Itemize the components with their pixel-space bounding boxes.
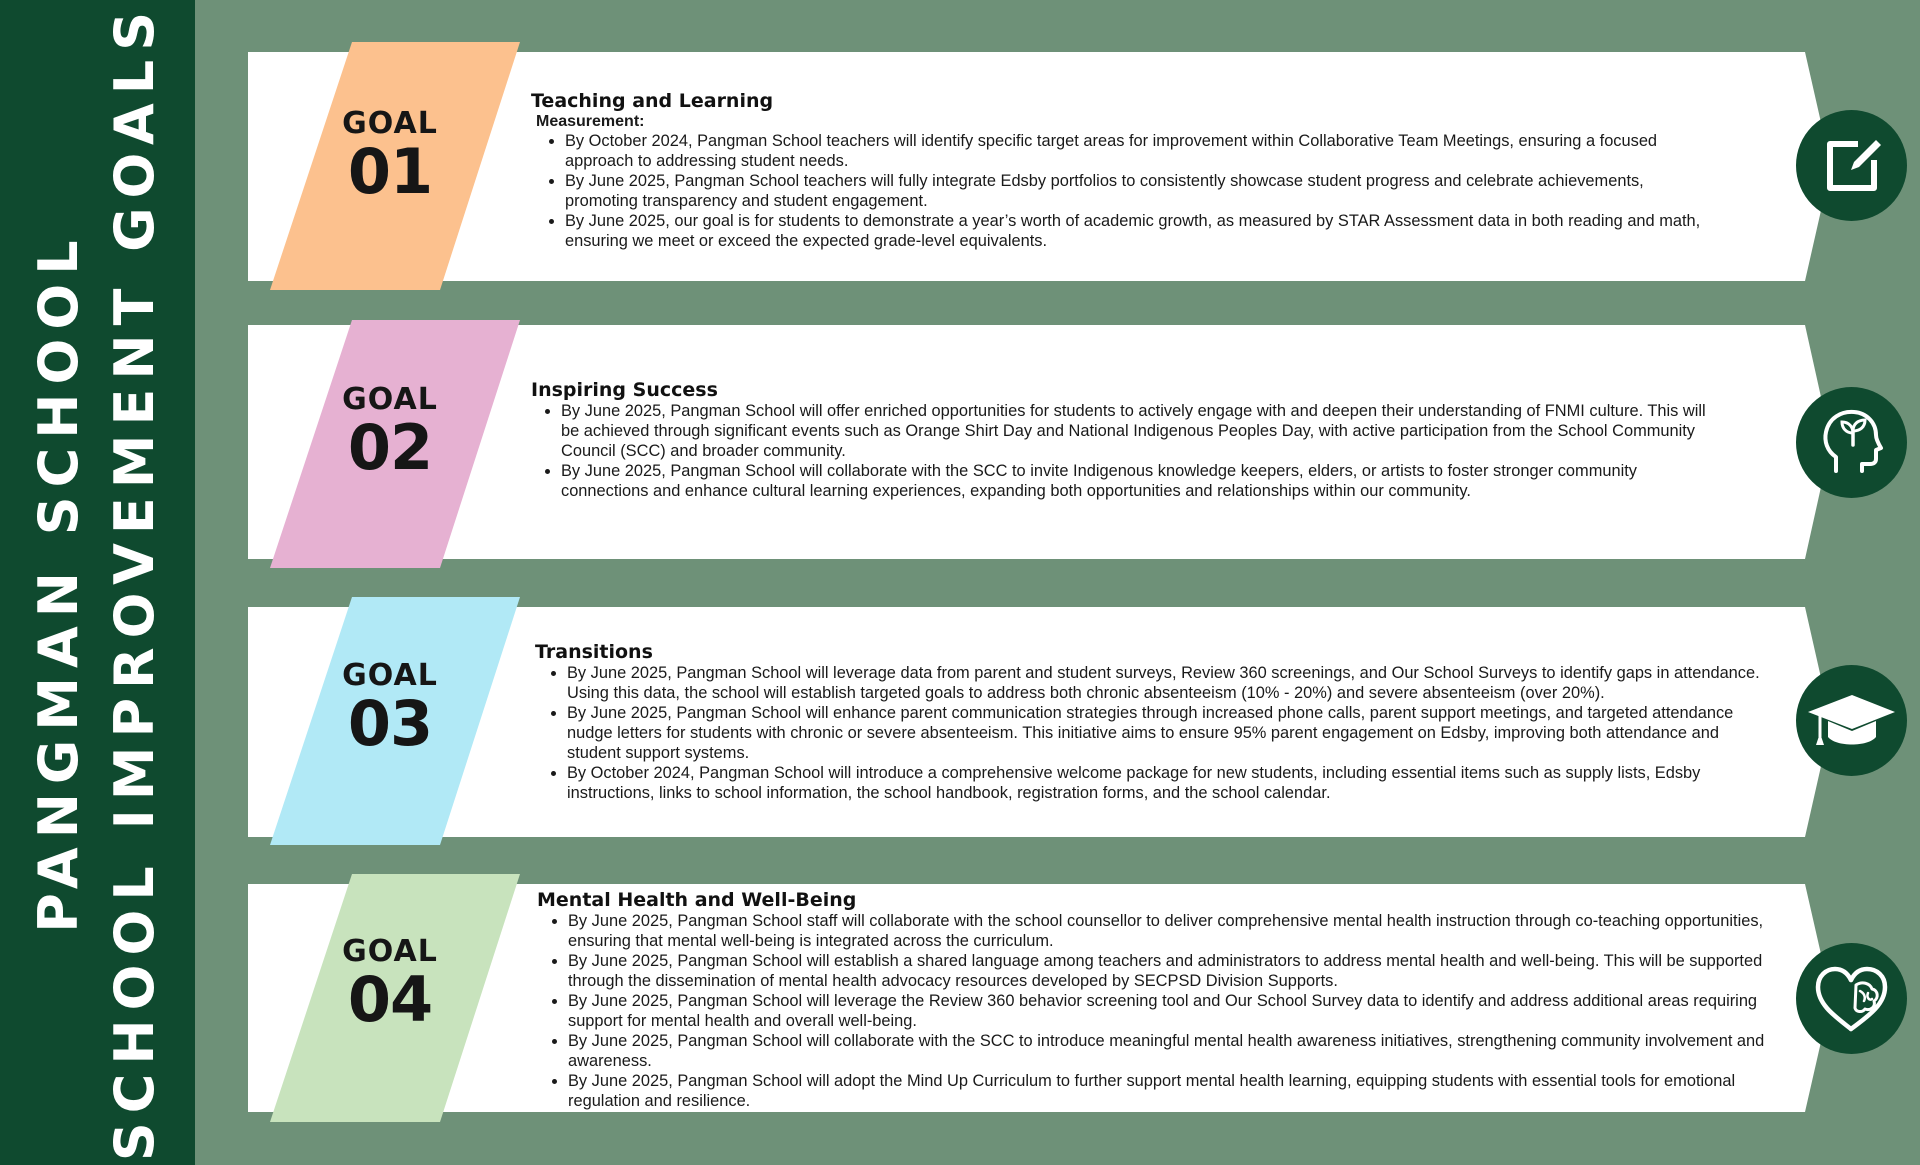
- title-line-goals: SCHOOL IMPROVEMENT GOALS: [103, 2, 166, 1162]
- list-item: • By June 2025, Pangman School staff will collaborate with the school counsellor to deliver comprehensive mental health instruction through co-teaching opportunities, ensuring that mental well-being is integrated across the curriculum.: [568, 911, 1770, 951]
- goal-content-4: [537, 889, 1770, 1111]
- list-item: • By October 2024, Pangman School will introduce a comprehensive welcome package for new students, including essential items such as supply lists, Edsby instructions, links to school information, the school handbook, registration forms, and the school calendar.: [567, 763, 1802, 803]
- list-item: • By June 2025, Pangman School will enhance parent communication strategies through increased phone calls, parent support meetings, and targeted attendance nudge letters for students with chronic or severe absenteeism. This initiative aims to ensure 95% parent engagement on Edsby, improving both attendance and student support systems.: [567, 703, 1802, 763]
- goal-word: GOAL: [342, 658, 438, 693]
- list-item: • By June 2025, Pangman School will establish a shared language among teachers and administrators to address mental health and well-being. This will be supported through the dissemination of mental health advocacy resources developed by SECPSD Division Supports.: [568, 951, 1770, 991]
- goal-title: Inspiring Success: [531, 379, 718, 401]
- goal-number: 03: [347, 687, 433, 760]
- goal-content-1: [531, 90, 1720, 251]
- goal-badge-3: [270, 597, 520, 845]
- goal-content-3: [535, 641, 1802, 803]
- goal-title: Mental Health and Well-Being: [537, 889, 857, 911]
- goal-word: GOAL: [342, 106, 438, 141]
- list-item: • By June 2025, Pangman School will collaborate with the SCC to invite Indigenous knowledge keepers, elders, or artists to foster stronger community connections and enhance cultural learning experiences, expanding both opportunities and relationships within our community.: [561, 461, 1720, 501]
- list-item: • By June 2025, Pangman School will leverage the Review 360 behavior screening tool and Our School Survey data to identify and address additional areas requiring support for mental health and overall well-being.: [568, 991, 1770, 1031]
- list-item: • By June 2025, Pangman School teachers will fully integrate Edsby portfolios to consistently showcase student progress and celebrate achievements, promoting transparency and student engagement.: [565, 171, 1720, 211]
- list-item: • By June 2025, our goal is for students to demonstrate a year’s worth of academic growth, as measured by STAR Assessment data in both reading and math, ensuring we meet or exceed the expected grade-level equivalents.: [565, 211, 1720, 251]
- goal-number: 01: [347, 135, 433, 208]
- list-item: • By October 2024, Pangman School teachers will identify specific target areas for improvement within Collaborative Team Meetings, ensuring a focused approach to addressing student needs.: [565, 131, 1720, 171]
- measurement-label: Measurement:: [536, 113, 645, 130]
- goal-badge-1: [270, 42, 520, 290]
- heart-brain-icon: [1796, 943, 1907, 1054]
- list-item: • By June 2025, Pangman School will offer enriched opportunities for students to actively engage with and deepen their understanding of FNMI culture. This will be achieved through significant events such as Orange Shirt Day and National Indigenous Peoples Day, with active participation from the School Community Council (SCC) and broader community.: [561, 401, 1720, 461]
- goal-title: Teaching and Learning: [531, 90, 774, 112]
- goal-badge-4: [270, 874, 520, 1122]
- list-item: • By June 2025, Pangman School will adopt the Mind Up Curriculum to further support mental health learning, equipping students with essential tools for emotional regulation and resilience.: [568, 1071, 1770, 1111]
- list-item: • By June 2025, Pangman School will leverage data from parent and student surveys, Review 360 screenings, and Our School Surveys to identify gaps in attendance. Using this data, the school will establish targeted goals to address both chronic absenteeism (10% - 20%) and severe absenteeism (over 20%).: [567, 663, 1802, 703]
- goal-number: 02: [347, 411, 433, 484]
- goal-badge-2: [270, 320, 520, 568]
- page-title: [21, 3, 173, 1161]
- head-plant-icon: [1796, 387, 1907, 498]
- goal-word: GOAL: [342, 382, 438, 417]
- goal-word: GOAL: [342, 934, 438, 969]
- edit-icon: [1796, 110, 1907, 221]
- graduation-cap-icon: [1796, 665, 1907, 776]
- sidebar: [0, 0, 195, 1165]
- title-line-school-name: PANGMAN SCHOOL: [27, 231, 90, 933]
- goal-title: Transitions: [535, 641, 653, 663]
- goal-number: 04: [347, 963, 433, 1036]
- goal-content-2: [531, 379, 1720, 501]
- list-item: • By June 2025, Pangman School will collaborate with the SCC to introduce meaningful mental health awareness initiatives, strengthening community involvement and awareness.: [568, 1031, 1770, 1071]
